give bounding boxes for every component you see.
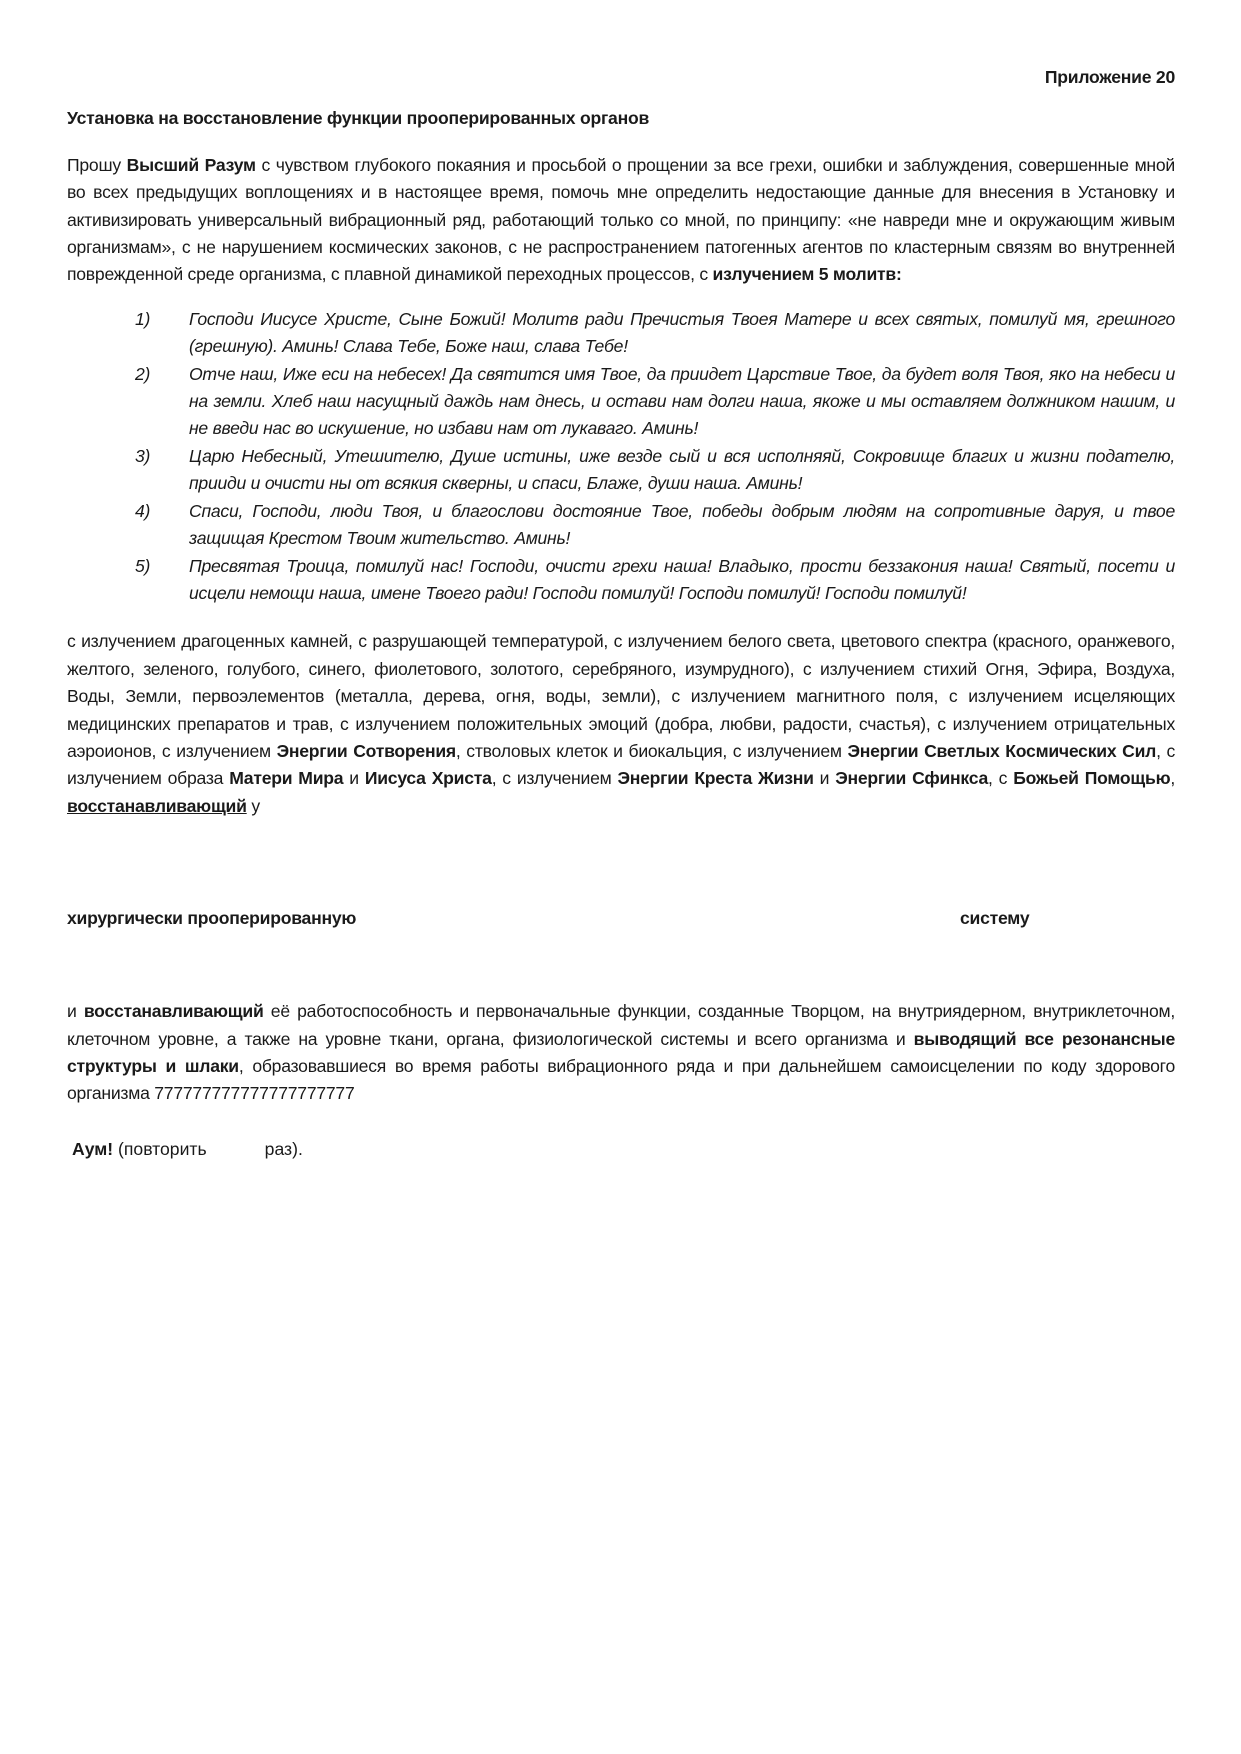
prayer-text: Спаси, Господи, люди Твоя, и благослови достояние Твое, победы добрым людям на сопротивные даруя, и твое защищая Крестом Твоим жительство. Аминь! [189, 500, 1175, 549]
fill-in-left-label: хирургически прооперированную [67, 908, 357, 929]
radiation-text-1: с излучением драгоценных камней, с разрушающей температурой, с излучением белого света, цветового спектра (красного, оранжевого, желтого, зеленого, голубого, синего, фиолетового, золотого, серебряного, изумрудного), с излучением стихий Огня, Эфира, Воздуха, Воды, Земли, первоэлементов (металла, дерева, огня, воды, земли), с излучением магнитного поля, с излучением исцеляющих медицинских препаратов и трав, с излучением положительных эмоций (добра, любви, радости, счастья), с излучением отрицательных аэроионов, с излучением [67, 631, 1175, 761]
intro-bold-1: Высший Разум [126, 154, 256, 175]
prayer-list [67, 306, 1175, 607]
radiation-paragraph [67, 628, 1175, 820]
fill-in-right-label: систему [960, 908, 1030, 929]
page-title: Установка на восстановление функции прооперированных органов [67, 108, 650, 129]
appendix-label: Приложение 20 [1044, 67, 1175, 87]
restore-text-3: , образовавшиеся во время работы вибрационного ряда и при дальнейшем самоисцелении по коду здорового организма 777777777777777777777 [67, 1055, 1175, 1104]
prayer-item [67, 553, 1175, 608]
radiation-bold-jesus-christ: Иисуса Христа [364, 768, 492, 789]
radiation-text-6: и [813, 768, 836, 789]
prayer-text: Царю Небесный, Утешителю, Душе истины, иже везде сый и вся исполняяй, Сокровище благих и жизни подателю, прииди и очисти ны от всякия скверны, и спаси, Блаже, души наша. Аминь! [189, 445, 1175, 494]
prayer-text: Пресвятая Троица, помилуй нас! Господи, очисти грехи наша! Владыко, прости беззакония наша! Святый, посети и исцели немощи наша, имене Твоего ради! Господи помилуй! Господи помилуй! Господи помилуй! [189, 555, 1175, 603]
prayer-item [67, 306, 1175, 361]
restore-bold-restoring: восстанавливающий [83, 1001, 264, 1022]
restore-text-1: и [67, 1001, 84, 1022]
prayer-text: Отче наш, Иже еси на небесех! Да святится имя Твое, да приидет Царствие Твое, да будет воля Твоя, яко на небеси и на земли. Хлеб наш насущный даждь нам днесь, и остави нам долги наша, якоже и мы оставляем должником нашим, и не введи нас во искушение, но избави нам от лукаваго. Аминь! [189, 363, 1175, 439]
intro-bold-2: излучением 5 молитв: [712, 264, 902, 285]
radiation-text-8: , [1170, 768, 1175, 789]
radiation-text-4: и [343, 768, 365, 789]
radiation-bold-sphinx-energy: Энергии Сфинкса [835, 768, 989, 789]
aum-line [67, 1136, 1175, 1163]
radiation-bold-cross-of-life: Энергии Креста Жизни [617, 768, 814, 789]
prayer-text: Господи Иисусе Христе, Сыне Божий! Молитв ради Пречистыя Твоея Матере и всех святых, помилуй мя, грешного (грешную). Аминь! Слава Тебе, Боже наш, слава Тебе! [189, 308, 1175, 357]
restore-text-2: её работоспособность и первоначальные функции, созданные Творцом, на внутриядерном, внутриклеточном, клеточном уровне, а также на уровне ткани, органа, физиологической системы и всего организма и [67, 1001, 1175, 1049]
intro-paragraph [67, 152, 1175, 289]
radiation-text-2: , стволовых клеток и биокальция, с излучением [455, 740, 848, 761]
radiation-underlined-restoring: восстанавливающий [67, 795, 247, 816]
radiation-bold-gods-help: Божьей Помощью [1013, 768, 1171, 789]
radiation-bold-energy-of-creation: Энергии Сотворения [276, 740, 456, 761]
radiation-bold-mother-of-world: Матери Мира [229, 768, 344, 789]
radiation-text-7: , с [988, 768, 1014, 789]
aum-bold: Аум! [72, 1138, 114, 1159]
intro-text-2: с чувством глубокого покаяния и просьбой о прощении за все грехи, ошибки и заблуждения, совершенные мной во всех предыдущих воплощениях и в настоящее время, помочь мне определить недостающие данные для внесения в Установку и активизировать универсальный вибрационный ряд, работающий только со мной, по принципу: «не навреди мне и окружающим живым организмам», с не нарушением космических законов, с не распространением патогенных агентов по кластерным связям во внутренней поврежденной среде организма, с плавной динамикой переходных процессов, с [67, 154, 1175, 285]
aum-text-1: (повторить [113, 1138, 207, 1159]
intro-text-1: Прошу [67, 154, 127, 175]
aum-text-2: раз). [264, 1138, 303, 1159]
fill-in-line [67, 905, 1175, 932]
radiation-text-3: , с излучением образа [67, 740, 1175, 789]
radiation-text-9: у [246, 795, 260, 816]
prayer-item [67, 498, 1175, 553]
prayer-item [67, 443, 1175, 498]
restore-paragraph [67, 998, 1175, 1108]
restore-bold-removing-structures: выводящий все резонансные структуры и шлаки [67, 1028, 1175, 1076]
prayer-item [67, 361, 1175, 443]
radiation-text-5: , с излучением [491, 768, 618, 789]
radiation-bold-light-cosmic-forces: Энергии Светлых Космических Сил [847, 740, 1157, 761]
